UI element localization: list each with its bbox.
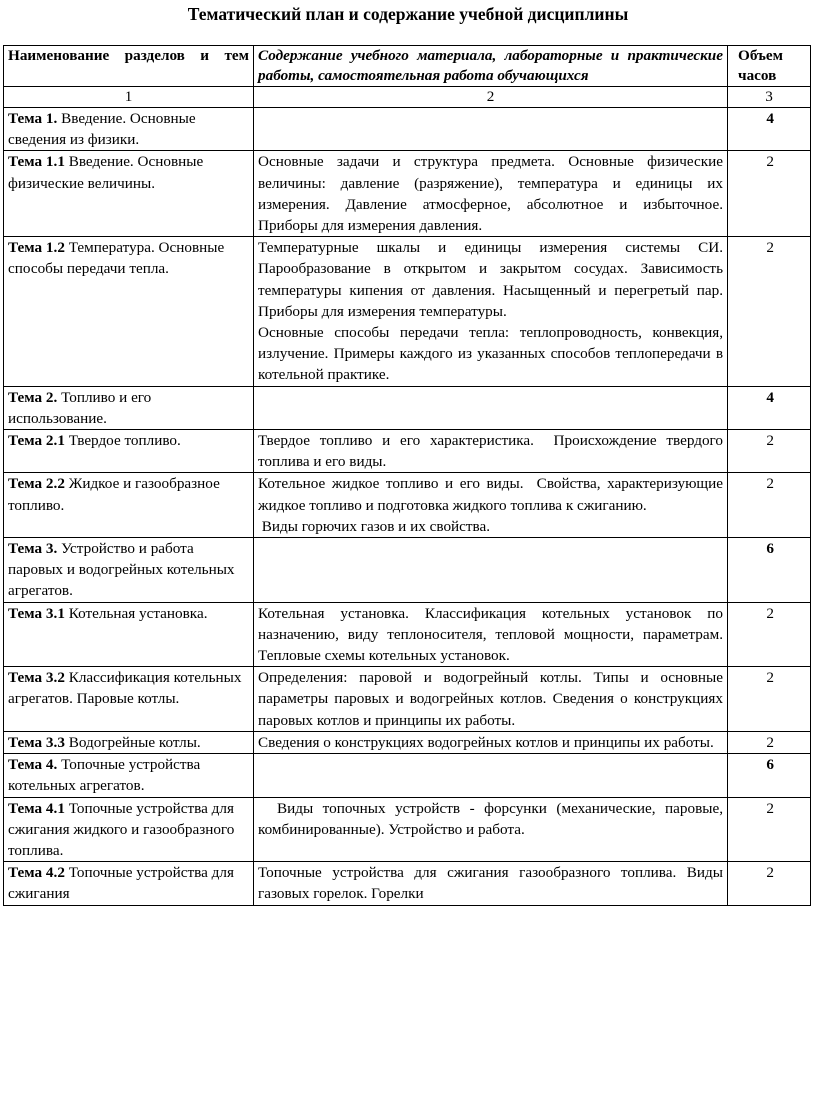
content-paragraph: Котельное жидкое топливо и его виды. Свойства, характеризующие жидкое топливо и подготовка жидкого топлива к сжиганию.: [258, 475, 727, 514]
page-title: Тематический план и содержание учебной дисциплины: [187, 4, 629, 24]
topic-name: Температура. Основные способы передачи тепла.: [8, 239, 225, 278]
topic-number: Тема 2.: [8, 388, 58, 406]
content-cell: [254, 731, 728, 753]
column-number: 3: [728, 87, 811, 108]
topic-name: Топочные устройства котельных агрегатов.: [8, 756, 201, 795]
table-header-row: [4, 46, 811, 87]
content-paragraph: Основные задачи и структура предмета. Основные физические величины: давление (разряжение), температура и единицы их измерения. Давление атмосферное, абсолютное и избыточное. Приборы для измерения давления.: [258, 153, 727, 235]
topic-name: Топочные устройства для сжигания: [8, 864, 234, 903]
topic-cell: [4, 862, 254, 905]
topic-number: Тема 1.: [8, 110, 58, 127]
content-cell: [254, 538, 728, 603]
table-row: [4, 862, 811, 905]
topic-cell: [4, 538, 254, 603]
hours-cell: 2: [728, 473, 811, 538]
content-cell: [254, 797, 728, 862]
column-number: 1: [4, 87, 254, 108]
hours-cell: 2: [728, 602, 811, 667]
content-paragraph: Виды топочных устройств - форсунки (механические, паровые, комбинированные). Устройство и работа.: [258, 799, 727, 838]
topic-cell: [4, 430, 254, 473]
table-row: [4, 473, 811, 538]
topic-number: Тема 3.2: [8, 669, 65, 687]
table-row: [4, 386, 811, 429]
hours-cell: 6: [728, 754, 811, 797]
hours-cell: 2: [728, 797, 811, 862]
topic-name: Котельная установка.: [64, 604, 208, 622]
topic-number: Тема 2.1: [8, 432, 65, 450]
topic-name: Твердое топливо.: [64, 432, 181, 450]
hours-cell: 2: [728, 237, 811, 386]
topic-name: Жидкое и газообразное топливо.: [8, 475, 220, 514]
topic-cell: [4, 386, 254, 429]
topic-cell: [4, 667, 254, 732]
topic-name: Устройство и работа паровых и водогрейных котельных агрегатов.: [8, 540, 235, 600]
content-cell: [254, 862, 728, 905]
column-number-row: [4, 87, 811, 108]
table-row: [4, 602, 811, 667]
header-hours: Объем часов: [728, 46, 811, 87]
topic-name: Классификация котельных агрегатов. Паровые котлы.: [8, 669, 242, 708]
topic-name: Введение. Основные сведения из физики.: [8, 110, 196, 149]
topic-name: Водогрейные котлы.: [64, 733, 201, 751]
topic-number: Тема 4.1: [8, 799, 65, 817]
content-cell: [254, 754, 728, 797]
content-cell: [254, 602, 731, 667]
hours-cell: 2: [728, 430, 811, 473]
header-sections: Наименование разделов и тем: [4, 46, 254, 87]
content-paragraph: Основные способы передачи тепла: теплопроводность, конвекция, излучение. Примеры каждого из указанных способов теплопередачи в котельной практике.: [258, 324, 727, 384]
content-paragraph: Температурные шкалы и единицы измерения системы СИ. Парообразование в открытом и закрытом сосудах. Зависимость температуры кипения от давления. Насыщенный и перегретый пар. Приборы для измерения температуры.: [258, 239, 727, 320]
hours-cell: 6: [728, 538, 811, 603]
header-content: Содержание учебного материала, лабораторные и практические работы, самостоятельная работа обучающихся: [254, 46, 728, 87]
table-row: [4, 237, 811, 386]
table-row: [4, 797, 811, 862]
content-cell: [254, 151, 728, 237]
topic-cell: [4, 754, 254, 797]
topic-name: Топливо и его использование.: [8, 388, 152, 427]
content-paragraph: Определения: паровой и водогрейный котлы. Типы и основные параметры паровых и водогрейных котлов. Сведения о конструкциях паровых котлов и принципы их работы.: [258, 669, 727, 729]
topic-cell: [4, 602, 254, 667]
hours-cell: 2: [728, 731, 811, 753]
content-paragraph: Твердое топливо и его характеристика. Происхождение твердого топлива и его виды.: [258, 432, 727, 471]
topic-number: Тема 2.2: [8, 475, 65, 493]
table-row: [4, 667, 811, 732]
content-cell: [254, 430, 728, 473]
table-row: [4, 731, 811, 753]
table-row: [4, 754, 811, 797]
topic-cell: [4, 151, 254, 237]
content-paragraph: Котельная установка. Классификация котельных установок по назначению, виду теплоносителя, тепловой мощности, параметрам. Тепловые схемы котельных установок.: [258, 604, 731, 665]
topic-cell: [4, 473, 254, 538]
hours-cell: 4: [728, 386, 811, 429]
content-cell: [254, 667, 728, 732]
content-paragraph: Топочные устройства для сжигания газообразного топлива. Виды газовых горелок. Горелки: [258, 864, 727, 903]
topic-number: Тема 1.2: [8, 239, 65, 257]
content-cell: [254, 108, 728, 151]
hours-cell: 2: [728, 862, 811, 905]
content-paragraph: Виды горючих газов и их свойства.: [258, 517, 491, 535]
hours-cell: 2: [728, 667, 811, 732]
content-cell: [254, 237, 728, 386]
content-paragraph: Сведения о конструкциях водогрейных котлов и принципы их работы.: [258, 733, 714, 751]
topic-number: Тема 4.: [8, 756, 58, 774]
table-row: [4, 108, 811, 151]
topic-name: Топочные устройства для сжигания жидкого и газообразного топлива.: [8, 799, 235, 859]
thematic-plan-table: [3, 45, 811, 906]
topic-number: Тема 3.: [8, 540, 58, 558]
topic-cell: [4, 797, 254, 862]
content-cell: [254, 386, 728, 429]
topic-number: Тема 1.1: [8, 153, 65, 171]
table-row: [4, 151, 811, 237]
topic-number: Тема 3.3: [8, 733, 65, 751]
topic-cell: [4, 108, 254, 151]
table-row: [4, 430, 811, 473]
topic-number: Тема 4.2: [8, 864, 65, 882]
table-row: [4, 538, 811, 603]
hours-cell: 4: [728, 108, 811, 151]
topic-cell: [4, 731, 254, 753]
content-cell: [254, 473, 728, 538]
topic-name: Введение. Основные физические величины.: [8, 153, 204, 192]
topic-cell: [4, 237, 254, 386]
topic-number: Тема 3.1: [8, 604, 65, 622]
hours-cell: 2: [728, 151, 811, 237]
column-number: 2: [254, 87, 728, 108]
